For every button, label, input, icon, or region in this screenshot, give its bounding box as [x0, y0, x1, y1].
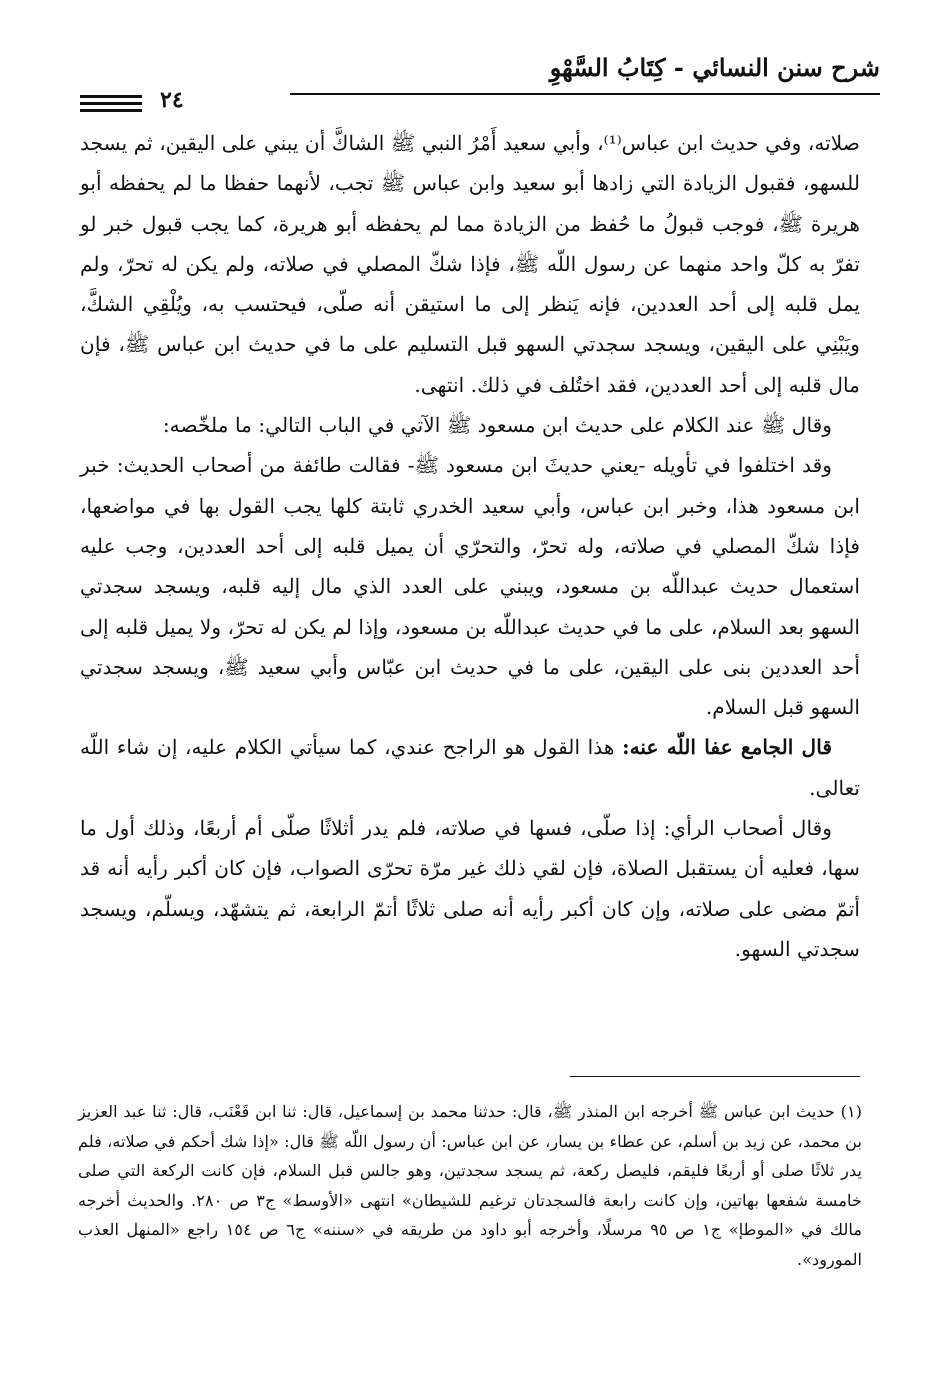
page-header	[80, 45, 880, 115]
paragraph: وقال ﷺ عند الكلام على حديث ابن مسعود ﷺ الآتي في الباب التالي: ما ملخّصه:	[162, 413, 832, 438]
main-text	[80, 123, 860, 969]
paragraph: وقال أصحاب الرأي: إذا صلّى، فسها في صلاته، فلم يدر أثلاثًا صلّى أم أربعًا، وذلك أول ما سها، فعليه أن يستقبل الصلاة، فإن لقي ذلك غير مرّة تحرّى الصواب، فإن كان أكبر رأيه أنه قد أتمّ مضى على صلاته، وإن كان أكبر رأيه أنه صلى ثلاثًا أتمّ الرابعة، ثم يتشهّد، ويسلّم، ويسجد سجدتي السهو.	[80, 816, 860, 961]
footnote-1: (١) حديث ابن عباس ﷺ أخرجه ابن المنذر ﷺ، قال: حدثنا محمد بن إسماعيل، قال: ثنا ابن قَعْنَب، قال: ثنا عبد العزيز بن محمد، عن زيد بن أسلم، عن عطاء بن يسار، عن ابن عباس: أن رسول اللّه ﷺ قال: «إذا شك أحكم في صلاته، فلم يدر ثلاثًا صلى أو أربعًا فليقم، فليصل ركعة، ثم يسجد سجدتين، وهو جالس قبل السلام، فإن كانت الركعة التي صلى خامسة شفعها بهاتين، وإن كانت رابعة فالسجدتان ترغيم للشيطان» انتهى «الأوسط» ج٣ ص ٢٨٠. والحديث أخرجه مالك في «الموطإ» ج١ ص ٩٥ مرسلًا، وأخرجه أبو داود من طريقه في «سننه» ج٦ ص ١٥٤ راجع «المنهل العذب المورود».	[78, 1102, 862, 1269]
jamia-text: هذا القول هو الراجح عندي، كما سيأتي الكلام عليه، إن شاء اللّه تعالى.	[80, 735, 860, 800]
page-number: ٢٤	[160, 87, 184, 113]
page-number-block	[80, 85, 290, 115]
jamia-label: قال الجامع عفا اللّه عنه:	[622, 735, 833, 760]
paragraph: وقد اختلفوا في تأويله -يعني حديثَ ابن مسعود ﷺ- فقالت طائفة من أصحاب الحديث: خبر ابن مسعود هذا، وخبر ابن عباس، وأبي سعيد الخدري ثابتة كلها يجب القول بها في مواضعها، فإذا شكّ المصلي في صلاته، وله تحرّ، والتحرّي أن يميل قلبه إلى أحد العددين، وجب عليه استعمال حديث عبداللّه بن مسعود، ويبني على العدد الذي مال إليه قلبه، ويسجد سجدتي السهو بعد السلام، على ما في حديث عبداللّه بن مسعود، وإذا لم يكن له تحرّ، ولا يميل قلبه إلى أحد العددين بنى على اليقين، على ما في حديث ابن عبّاس وأبي سعيد ﷺ، ويسجد سجدتي السهو قبل السلام.	[80, 453, 860, 720]
paragraph	[80, 727, 860, 808]
header-ornament-bars	[80, 95, 142, 116]
running-title: شرح سنن النسائي - كِتَابُ السَّهْوِ	[549, 53, 880, 82]
footnote-separator	[570, 1076, 860, 1077]
paragraph: صلاته، وفي حديث ابن عباس⁽¹⁾، وأبي سعيد أَمْرُ النبي ﷺ الشاكَّ أن يبني على اليقين، ثم يسجد للسهو، فقبول الزيادة التي زادها أبو سعيد وابن عباس ﷺ تجب، لأنهما حفظا ما لم يحفظه أبو هريرة ﷺ، فوجب قبولُ ما حُفظ من الزيادة مما لم يحفظه أبو هريرة، كما يجب قبول خبر لو تفرّ به كلّ واحد منهما عن رسول اللّه ﷺ، فإذا شكّ المصلي في صلاته، ولم يكن له تحرّ، ولم يمل قلبه إلى أحد العددين، فإنه يَنظر إلى ما استيقن أنه صلّى، فيحتسب به، ويُلْقِي الشكَّ، ويَبْنِي على اليقين، ويسجد سجدتي السهو قبل التسليم على ما في حديث ابن عباس ﷺ، فإن مال قلبه إلى أحد العددين، فقد اختُلف في ذلك. انتهى.	[80, 131, 860, 397]
footnotes	[78, 1097, 862, 1275]
